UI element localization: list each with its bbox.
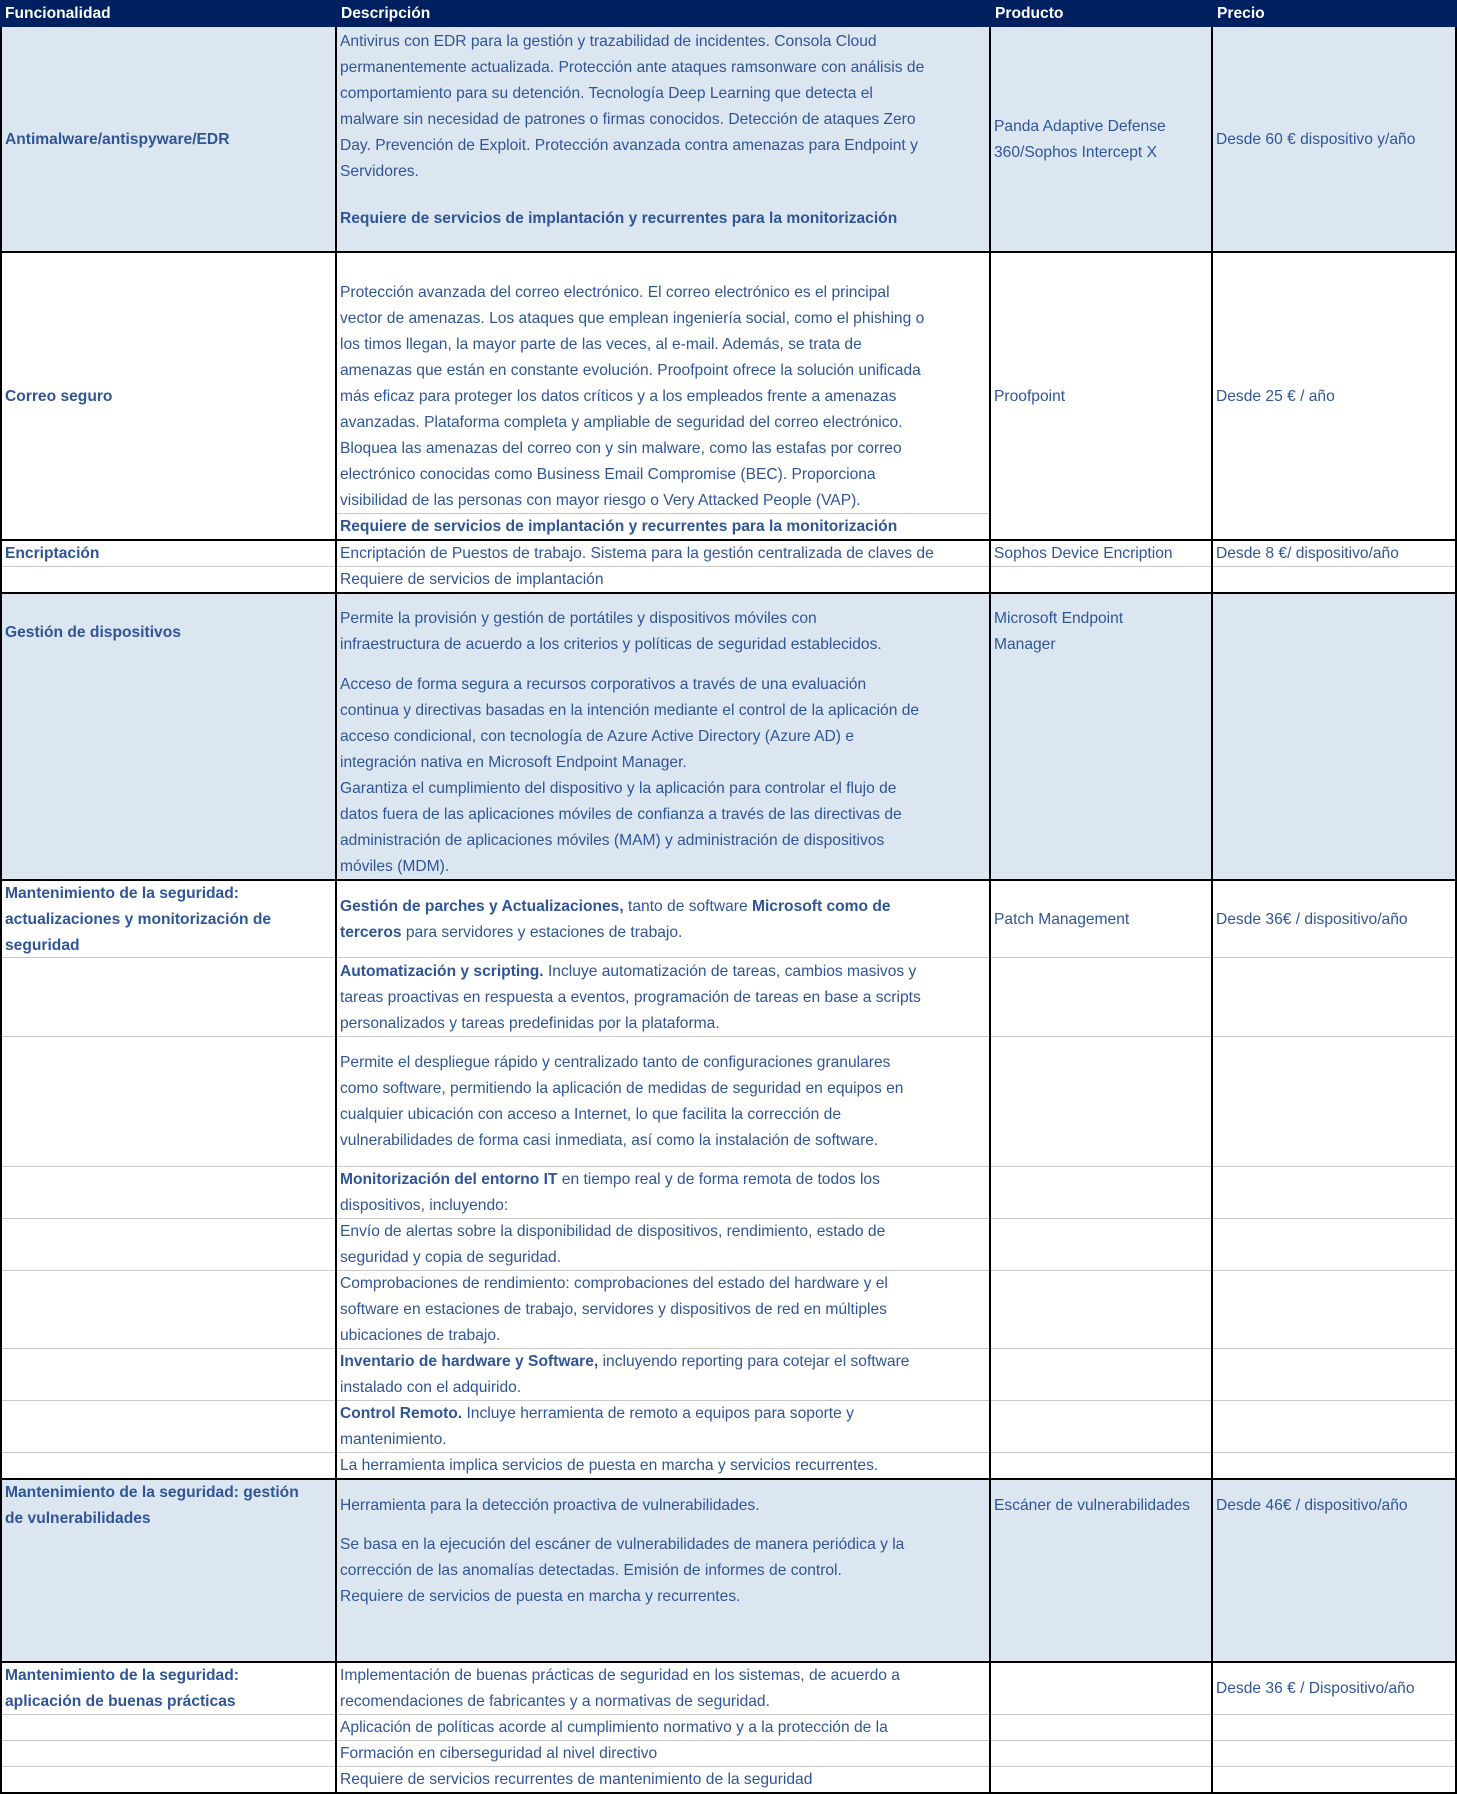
cell-divider	[0, 957, 1457, 958]
cell-descripcion-line[interactable]: Garantiza el cumplimiento del dispositivo y la aplicación para controlar el flujo de	[340, 780, 897, 797]
column-border	[1211, 27, 1213, 1794]
cell-descripcion-line[interactable]: los timos llegan, la mayor parte de las veces, al e-mail. Además, se trata de	[340, 336, 862, 353]
cell-descripcion-line[interactable]: como software, permitiendo la aplicación de medidas de seguridad en equipos en	[340, 1080, 904, 1097]
cell-requirement-note[interactable]: Requiere de servicios de implantación	[340, 571, 604, 588]
cell-precio[interactable]: Desde 25 € / año	[1216, 388, 1335, 405]
bold-text: Control Remoto.	[340, 1405, 463, 1422]
cell-producto[interactable]: Proofpoint	[994, 388, 1066, 405]
cell-precio[interactable]: Desde 36 € / Dispositivo/año	[1216, 1680, 1415, 1697]
cell-descripcion-line[interactable]: malware sin necesidad de patrones o firmas conocidos. Detección de ataques Zero	[340, 111, 916, 128]
column-border	[335, 27, 337, 1794]
plain-text: incluyendo reporting para cotejar el software	[598, 1353, 910, 1370]
cell-descripcion-line[interactable]: Formación en ciberseguridad al nivel directivo	[340, 1745, 658, 1762]
cell-descripcion-line[interactable]	[340, 959, 916, 985]
cell-requirement-note[interactable]: Requiere de servicios de implantación y recurrentes para la monitorización	[340, 210, 898, 227]
cell-funcionalidad[interactable]: Correo seguro	[5, 388, 113, 405]
column-header-funcionalidad[interactable]: Funcionalidad	[0, 0, 336, 27]
cell-descripcion-line[interactable]: infraestructura de acuerdo a los criterios y políticas de seguridad establecidos.	[340, 636, 882, 653]
plain-text: en tiempo real y de forma remota de todos los	[557, 1171, 880, 1188]
cell-descripcion-line[interactable]: permanentemente actualizada. Protección ante ataques ramsonware con análisis de	[340, 59, 925, 76]
cell-descripcion-line[interactable]: administración de aplicaciones móviles (MAM) y administración de dispositivos	[340, 832, 885, 849]
bold-text: Monitorización del entorno IT	[340, 1171, 558, 1188]
plain-text: para servidores y estaciones de trabajo.	[401, 924, 683, 941]
cell-descripcion-line[interactable]: visibilidad de las personas con mayor riesgo o Very Attacked People (VAP).	[340, 492, 861, 509]
cell-funcionalidad-line[interactable]: Mantenimiento de la seguridad:	[5, 1667, 239, 1684]
cell-descripcion-line[interactable]: Servidores.	[340, 163, 419, 180]
cell-descripcion-line[interactable]: La herramienta implica servicios de puesta en marcha y servicios recurrentes.	[340, 1457, 879, 1474]
cell-producto[interactable]: Escáner de vulnerabilidades	[994, 1497, 1190, 1514]
row-border	[0, 592, 1457, 594]
cell-descripcion-line[interactable]: Permite el despliegue rápido y centralizado tanto de configuraciones granulares	[340, 1054, 891, 1071]
cell-descripcion-line[interactable]	[340, 1167, 880, 1193]
cell-funcionalidad-line[interactable]: aplicación de buenas prácticas	[5, 1693, 236, 1710]
cell-funcionalidad[interactable]: Gestión de dispositivos	[5, 624, 181, 641]
cell-descripcion-line[interactable]: Permite la provisión y gestión de portátiles y dispositivos móviles con	[340, 610, 817, 627]
cell-funcionalidad-line[interactable]: seguridad	[5, 937, 80, 954]
cell-descripcion-line[interactable]	[340, 1401, 854, 1427]
cell-descripcion-line[interactable]: acceso condicional, con tecnología de Azure Active Directory (Azure AD) e	[340, 728, 854, 745]
cell-descripcion-line[interactable]	[340, 1349, 909, 1375]
row-border	[0, 251, 1457, 253]
cell-divider	[0, 1036, 1457, 1037]
bold-text: Automatización y scripting.	[340, 963, 544, 980]
column-header-producto[interactable]: Producto	[990, 0, 1212, 27]
cell-descripcion-line[interactable]: cualquier ubicación con acceso a Internet, lo que facilita la corrección de	[340, 1106, 842, 1123]
column-header-precio[interactable]: Precio	[1212, 0, 1457, 27]
cell-descripcion-line[interactable]: móviles (MDM).	[340, 858, 450, 875]
cell-producto-line[interactable]: 360/Sophos Intercept X	[994, 144, 1157, 161]
cell-descripcion-line[interactable]: software en estaciones de trabajo, servidores y dispositivos de red en múltiples	[340, 1301, 887, 1318]
bold-text: terceros	[340, 924, 402, 941]
cell-descripcion-line[interactable]: Encriptación de Puestos de trabajo. Sistema para la gestión centralizada de claves de	[340, 545, 934, 562]
cell-funcionalidad-line[interactable]: Mantenimiento de la seguridad: gestión	[5, 1484, 299, 1501]
cell-descripcion-line[interactable]: personalizados y tareas predefinidas por la plataforma.	[340, 1015, 720, 1032]
cell-funcionalidad[interactable]: Encriptación	[5, 545, 100, 562]
cell-descripcion-line[interactable]: amenazas que están en constante evolución. Proofpoint ofrece la solución unificada	[340, 362, 921, 379]
cell-descripcion-line[interactable]: Se basa en la ejecución del escáner de vulnerabilidades de manera periódica y la	[340, 1536, 905, 1553]
cell-descripcion-line[interactable]: seguridad y copia de seguridad.	[340, 1249, 562, 1266]
cell-funcionalidad-line[interactable]: actualizaciones y monitorización de	[5, 911, 272, 928]
cell-descripcion-line[interactable]: Protección avanzada del correo electrónico. El correo electrónico es el principal	[340, 284, 890, 301]
cell-funcionalidad-line[interactable]: de vulnerabilidades	[5, 1510, 151, 1527]
cell-descripcion-line[interactable]: más eficaz para proteger los datos críticos y a los empleados frente a amenazas	[340, 388, 897, 405]
cell-producto-line[interactable]: Manager	[994, 636, 1056, 653]
column-header-descripcion[interactable]: Descripción	[336, 0, 990, 27]
cell-descripcion-line[interactable]: Requiere de servicios recurrentes de mantenimiento de la seguridad	[340, 1771, 813, 1788]
cell-descripcion-line[interactable]: electrónico conocidas como Business Email Compromise (BEC). Proporciona	[340, 466, 876, 483]
cell-descripcion-line[interactable]: Requiere de servicios de puesta en marcha y recurrentes.	[340, 1588, 741, 1605]
cell-descripcion-line[interactable]: instalado con el adquirido.	[340, 1379, 522, 1396]
cell-producto[interactable]: Patch Management	[994, 911, 1130, 928]
cell-descripcion-line[interactable]: integración nativa en Microsoft Endpoint Manager.	[340, 754, 687, 771]
cell-descripcion-line[interactable]: recomendaciones de fabricantes y a normativas de seguridad.	[340, 1693, 770, 1710]
cell-producto-line[interactable]: Panda Adaptive Defense	[994, 118, 1166, 135]
column-border	[0, 27, 2, 1794]
cell-descripcion-line[interactable]	[340, 920, 682, 946]
cell-descripcion-line[interactable]: Acceso de forma segura a recursos corporativos a través de una evaluación	[340, 676, 867, 693]
cell-descripcion-line[interactable]: Herramienta para la detección proactiva de vulnerabilidades.	[340, 1497, 760, 1514]
cell-producto-line[interactable]: Microsoft Endpoint	[994, 610, 1124, 627]
cell-descripcion-line[interactable]: Bloquea las amenazas del correo con y sin malware, como las estafas por correo	[340, 440, 902, 457]
cell-descripcion-line[interactable]: Day. Prevención de Exploit. Protección avanzada contra amenazas para Endpoint y	[340, 137, 918, 154]
cell-precio[interactable]: Desde 8 €/ dispositivo/año	[1216, 545, 1399, 562]
cell-precio[interactable]: Desde 46€ / dispositivo/año	[1216, 1497, 1408, 1514]
cell-producto[interactable]: Sophos Device Encription	[994, 545, 1173, 562]
cell-descripcion-line[interactable]: Comprobaciones de rendimiento: comprobaciones del estado del hardware y el	[340, 1275, 888, 1292]
cell-descripcion-line[interactable]: ubicaciones de trabajo.	[340, 1327, 501, 1344]
cell-funcionalidad[interactable]: Antimalware/antispyware/EDR	[5, 131, 230, 148]
cell-descripcion-line[interactable]	[340, 894, 891, 920]
bold-text: Inventario de hardware y Software,	[340, 1353, 599, 1370]
cell-descripcion-line[interactable]: corrección de las anomalías detectadas. Emisión de informes de control.	[340, 1562, 842, 1579]
cell-descripcion-line[interactable]: avanzadas. Plataforma completa y ampliable de seguridad del correo electrónico.	[340, 414, 903, 431]
cell-descripcion-line[interactable]: vulnerabilidades de forma casi inmediata, así como la instalación de software.	[340, 1132, 879, 1149]
cell-funcionalidad-line[interactable]: Mantenimiento de la seguridad:	[5, 885, 239, 902]
cell-descripcion-line[interactable]: tareas proactivas en respuesta a eventos, programación de tareas en base a scripts	[340, 989, 921, 1006]
cell-descripcion-line[interactable]: datos fuera de las aplicaciones móviles de confianza a través de las directivas de	[340, 806, 902, 823]
cell-descripcion-line[interactable]: dispositivos, incluyendo:	[340, 1197, 509, 1214]
plain-text: Incluye automatización de tareas, cambios masivos y	[543, 963, 917, 980]
bold-text: Microsoft como de	[751, 898, 891, 915]
cell-descripcion-line[interactable]: continua y directivas basadas en la intención mediante el control de la aplicación de	[340, 702, 920, 719]
cell-descripcion-line[interactable]: vector de amenazas. Los ataques que emplean ingeniería social, como el phishing o	[340, 310, 925, 327]
plain-text: Incluye herramienta de remoto a equipos para soporte y	[462, 1405, 854, 1422]
cell-descripcion-line[interactable]: mantenimiento.	[340, 1431, 447, 1448]
cell-precio[interactable]: Desde 60 € dispositivo y/año	[1216, 131, 1416, 148]
cell-requirement-note[interactable]: Requiere de servicios de implantación y recurrentes para la monitorización	[340, 518, 898, 535]
plain-text: tanto de software	[623, 898, 752, 915]
cell-descripcion-line[interactable]: Envío de alertas sobre la disponibilidad de dispositivos, rendimiento, estado de	[340, 1223, 886, 1240]
cell-precio[interactable]: Desde 36€ / dispositivo/año	[1216, 911, 1408, 928]
cell-descripcion-line[interactable]: comportamiento para su detención. Tecnología Deep Learning que detecta el	[340, 85, 873, 102]
column-border	[989, 27, 991, 1794]
cell-descripcion-line[interactable]: Aplicación de políticas acorde al cumplimiento normativo y a la protección de la	[340, 1719, 888, 1736]
bold-text: Gestión de parches y Actualizaciones,	[340, 898, 624, 915]
cell-descripcion-line[interactable]: Antivirus con EDR para la gestión y trazabilidad de incidentes. Consola Cloud	[340, 33, 877, 50]
cell-descripcion-line[interactable]: Implementación de buenas prácticas de seguridad en los sistemas, de acuerdo a	[340, 1667, 900, 1684]
